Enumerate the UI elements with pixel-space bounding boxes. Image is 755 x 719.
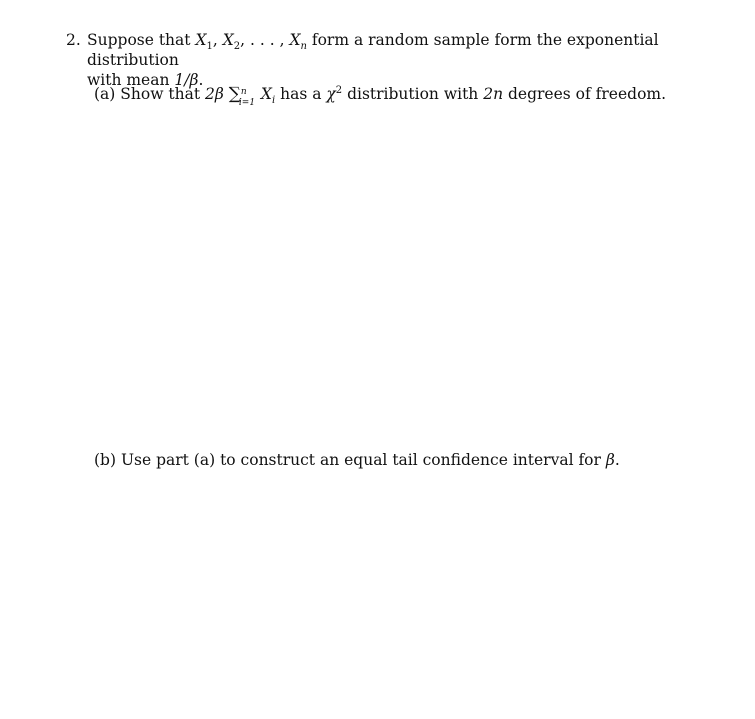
problem-number: 2. xyxy=(66,31,81,49)
part-b-label: (b) xyxy=(94,451,117,469)
chi-symbol: χ xyxy=(326,85,336,103)
part-a: (a) Show that 2β ∑ n i=1 $X_i$ has a $\chi^2$ distribution with 2n degrees of freedom. xyxy=(94,84,667,108)
coefficient: 2β xyxy=(205,85,224,103)
problem-line-2: with mean 1/β. xyxy=(87,71,204,89)
summation-limits: n i=1 xyxy=(238,87,256,108)
summation-symbol: ∑ xyxy=(228,84,241,104)
part-b: (b) Use part (a) to construct an equal tail confidence interval for β. xyxy=(94,451,620,469)
problem-line-1: Suppose that $X_1$, $X_2$, . . . , $X_n$ form a random sample form the exponential distribution xyxy=(87,31,659,69)
problem-statement xyxy=(87,30,707,90)
part-a-label: (a) xyxy=(94,85,116,103)
